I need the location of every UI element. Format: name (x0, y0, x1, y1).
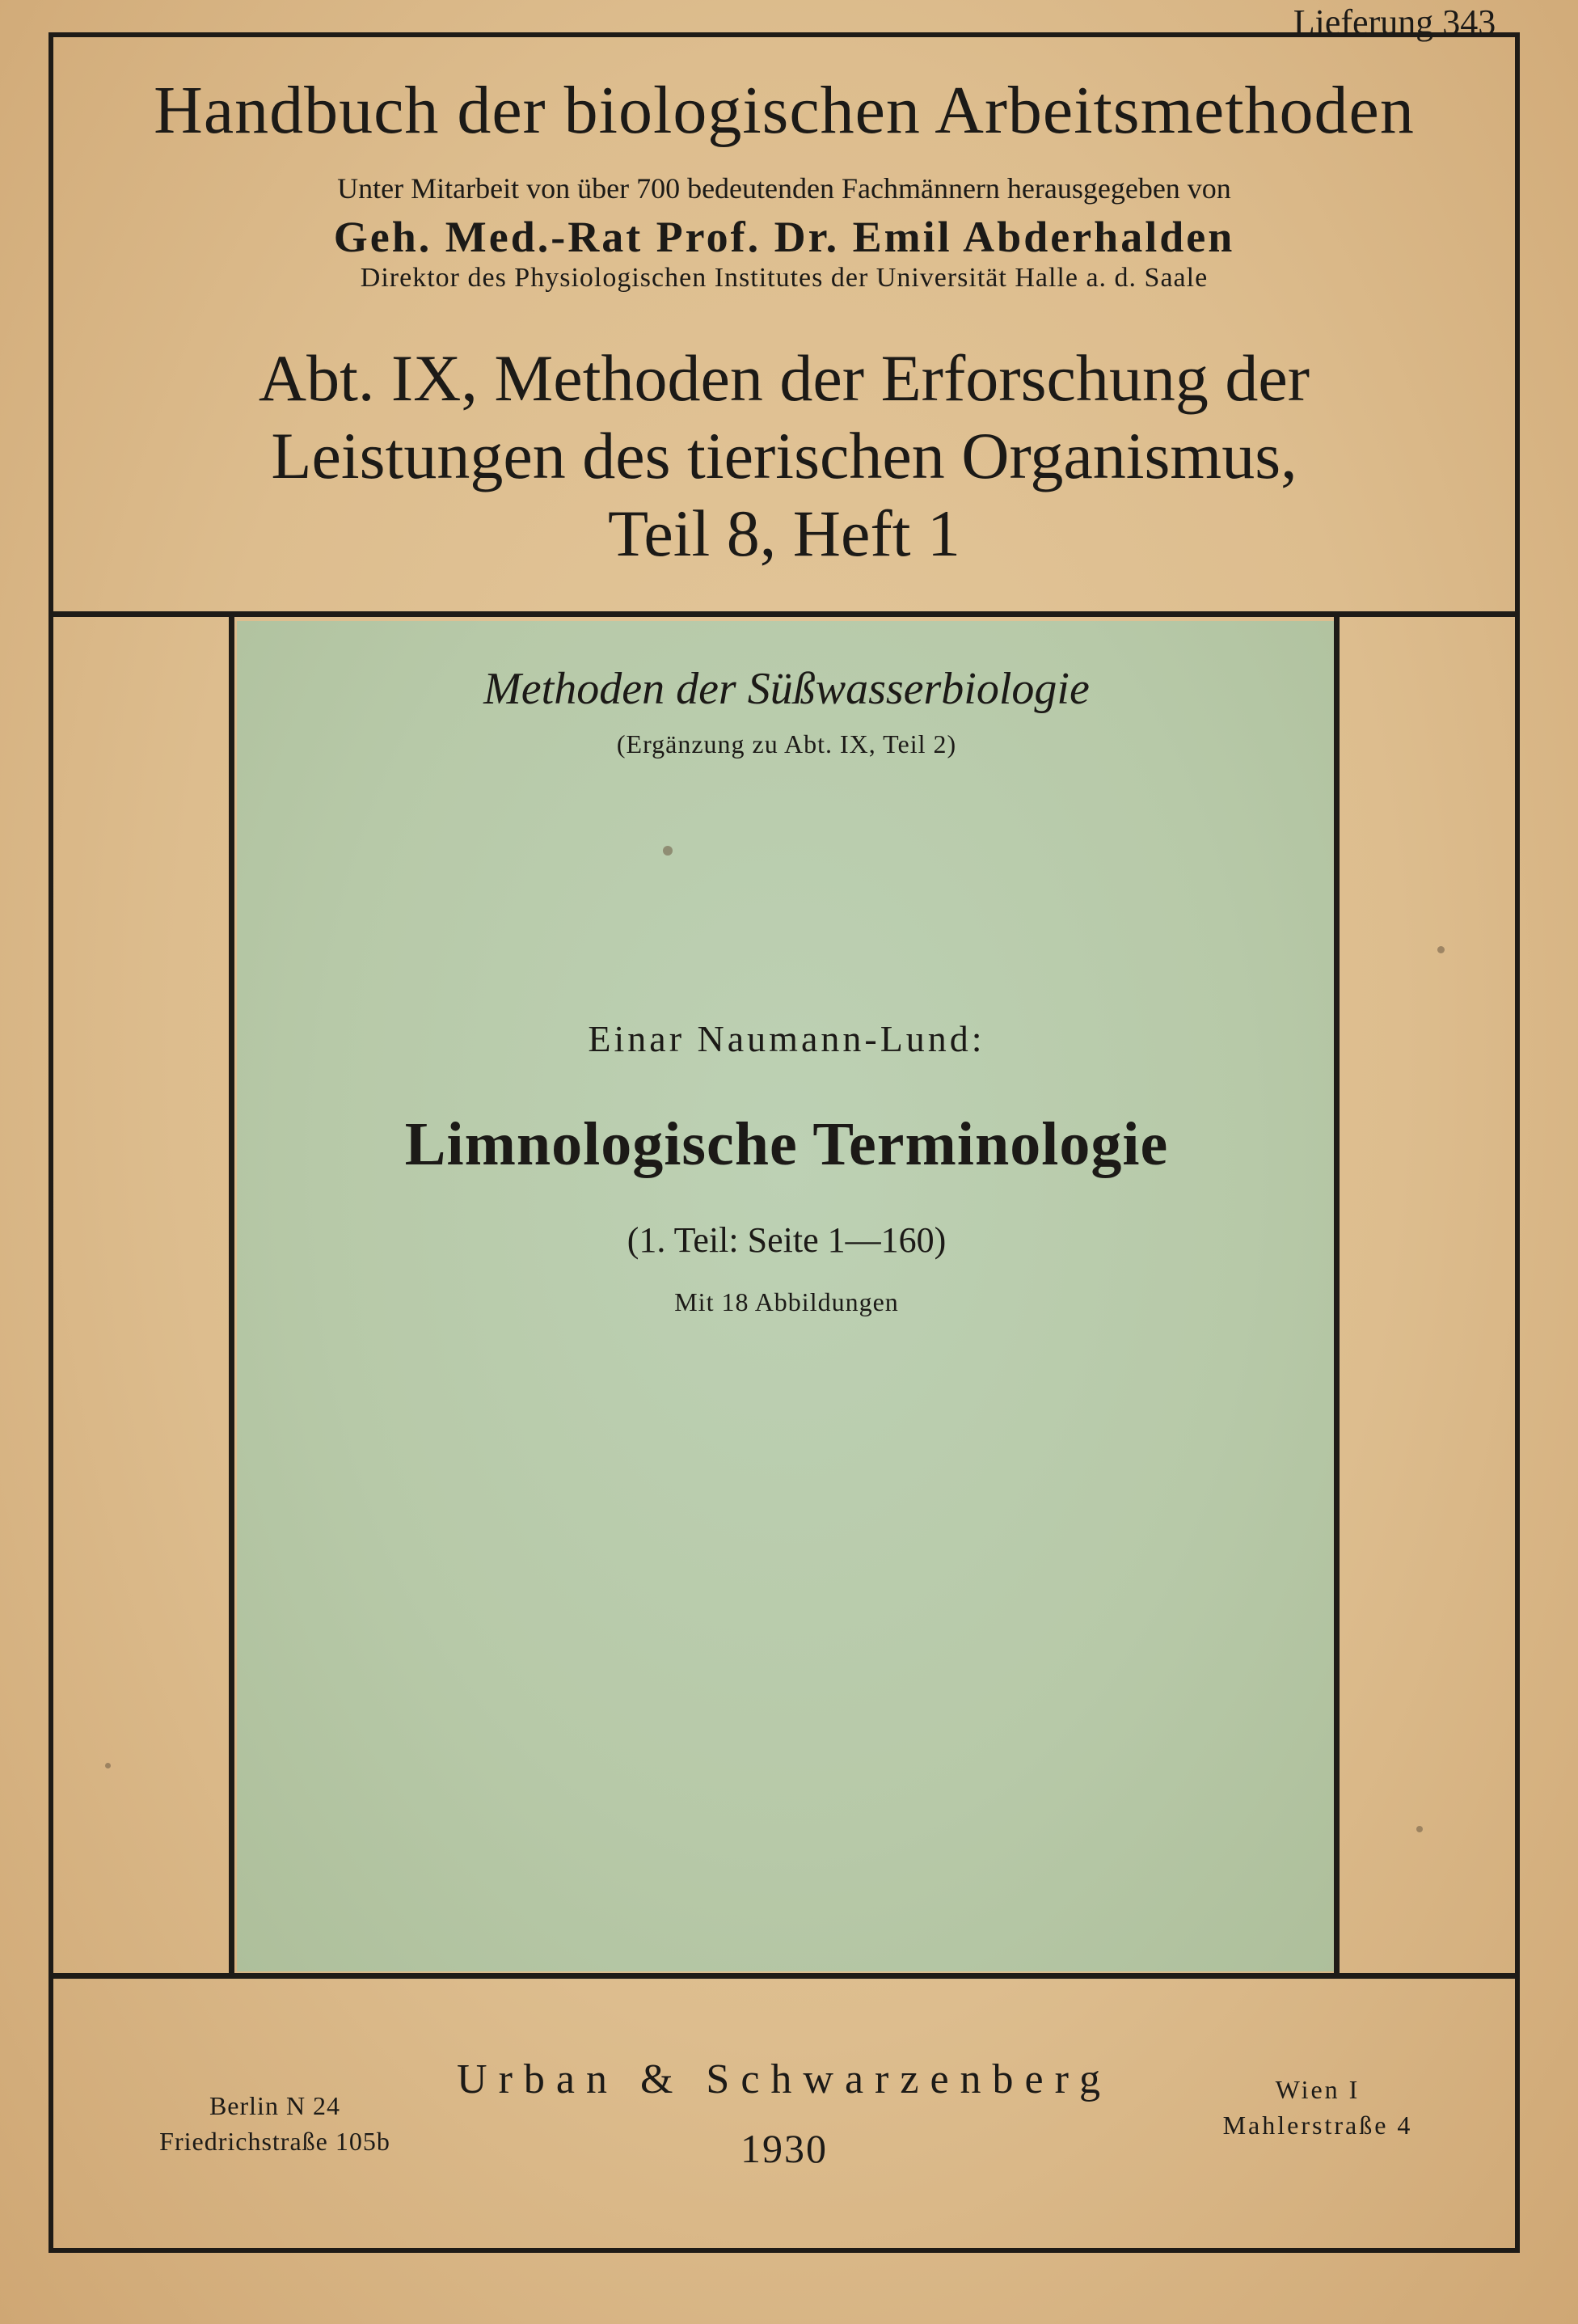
series-title: Methoden der Süßwasserbiologie (483, 664, 1090, 714)
paper-speck (1416, 1826, 1423, 1832)
editor-name: Geh. Med.-Rat Prof. Dr. Emil Abderhalden (333, 213, 1235, 261)
section-heading-line-2: Leistungen des tierischen Organismus, (271, 419, 1297, 492)
vienna-city: Wien I (1275, 2075, 1361, 2104)
author-name: Einar Naumann-Lund: (588, 1018, 985, 1059)
book-title: Limnologische Terminologie (404, 1110, 1169, 1178)
section-heading (49, 340, 1520, 573)
publication-year: 1930 (740, 2126, 828, 2171)
vienna-street: Mahlerstraße 4 (1222, 2111, 1413, 2140)
section-heading-line-3: Teil 8, Heft 1 (607, 496, 961, 570)
figure-count: Mit 18 Abbildungen (674, 1287, 899, 1316)
delivery-label: Lieferung 343 (1293, 2, 1496, 42)
berlin-street: Friedrichstraße 105b (159, 2127, 390, 2156)
berlin-city: Berlin N 24 (209, 2091, 341, 2120)
handbook-title: Handbuch der biologischen Arbeitsmethoden (154, 73, 1415, 148)
section-heading-line-1: Abt. IX, Methoden der Erforschung der (258, 341, 1310, 415)
publisher-name: Urban & Schwarzenberg (457, 2056, 1112, 2102)
paper-speck (105, 1763, 111, 1768)
vienna-address (1156, 2072, 1479, 2143)
series-supplement: (Ergänzung zu Abt. IX, Teil 2) (616, 729, 957, 758)
paper-speck (1437, 946, 1445, 953)
part-pages: (1. Teil: Seite 1—160) (627, 1220, 947, 1260)
lower-divider-line (49, 1973, 1520, 1979)
contributors-line: Unter Mitarbeit von über 700 bedeutenden Fachmännern herausgegeben von (337, 172, 1231, 205)
paper-speck (663, 846, 673, 856)
panel-left-rule (229, 616, 234, 1975)
upper-divider-line (49, 611, 1520, 617)
editor-affiliation: Direktor des Physiologischen Institutes der Universität Halle a. d. Saale (360, 263, 1209, 293)
